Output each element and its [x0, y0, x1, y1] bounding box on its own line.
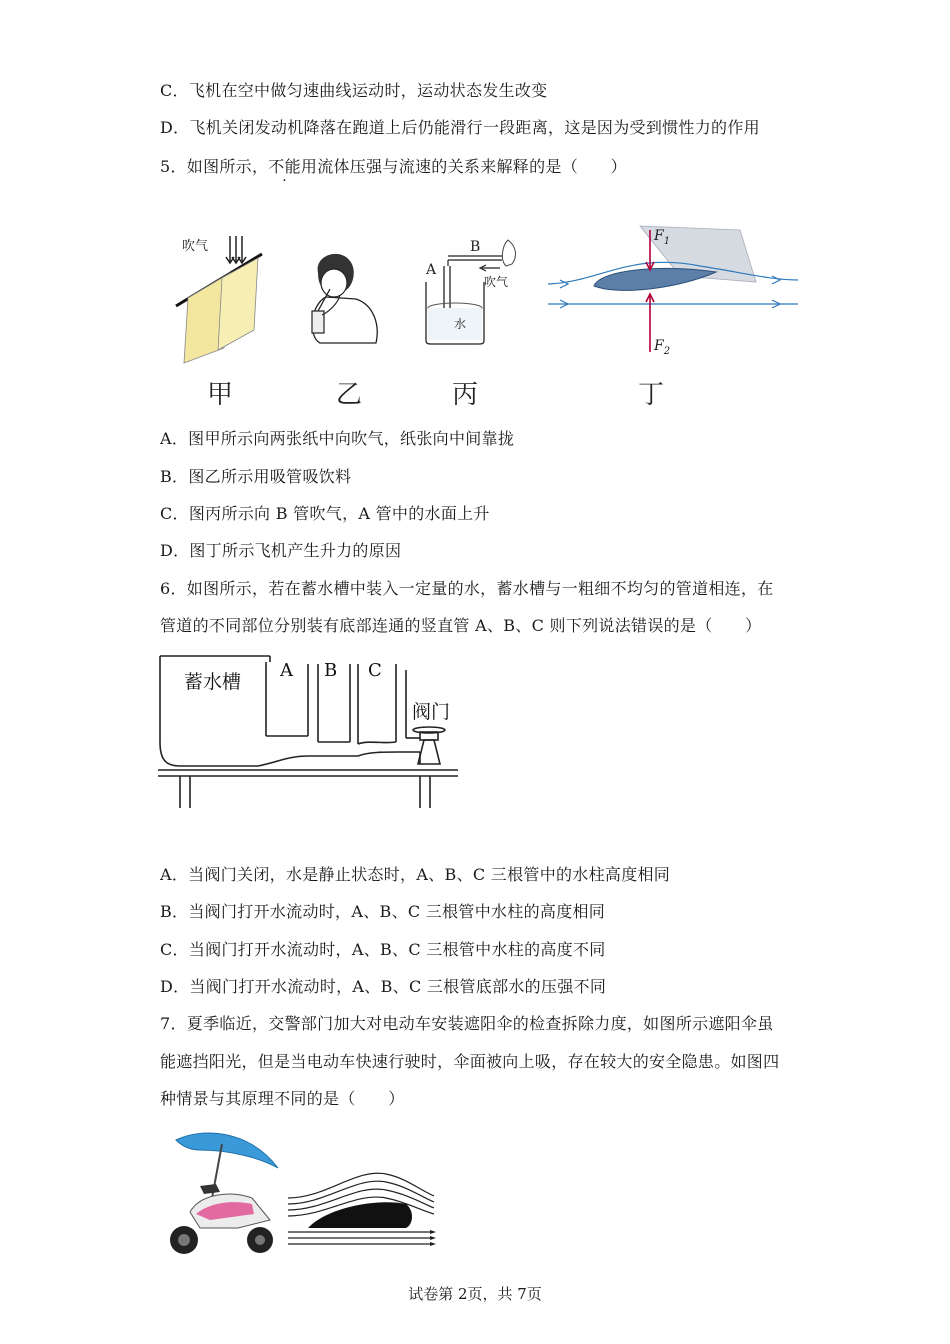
caption-jia: 甲	[207, 380, 234, 410]
airfoil-shape	[308, 1202, 412, 1228]
q5-stem-emphasis: 不能	[268, 157, 301, 176]
q6-stem-line-1: 6．如图所示，若在蓄水槽中装入一定量的水，蓄水槽与一粗细不均匀的管道相连，在	[160, 579, 774, 598]
tube-b-label: B	[470, 239, 481, 255]
q5-option-d: D．图丁所示飞机产生升力的原因	[160, 541, 402, 560]
page-footer: 试卷第 2页，共 7页	[408, 1285, 542, 1303]
pipe-b-label: B	[324, 660, 338, 681]
q7-stem-line-2: 能遮挡阳光，但是当电动车快速行驶时，伞面被向上吸，存在较大的安全隐患。如图四	[160, 1052, 780, 1071]
caption-yi: 乙	[336, 380, 363, 410]
f2-label: F	[654, 338, 664, 354]
q5-blow-label-2: 吹气	[484, 275, 509, 289]
blow-arrows-icon	[226, 236, 246, 263]
q6-option-a: A．当阀门关闭，水是静止状态时，A、B、C 三根管中的水柱高度相同	[160, 865, 671, 884]
q7-figure-airflow	[286, 1168, 436, 1248]
pipe-c-label: C	[368, 660, 382, 681]
f1-sub: 1	[663, 236, 671, 247]
q6-option-d: D．当阀门打开水流动时，A、B、C 三根管底部水的压强不同	[160, 977, 607, 996]
q7-figure-scooter	[160, 1128, 282, 1258]
q5-option-a: A．图甲所示向两张纸中向吹气，纸张向中间靠拢	[160, 429, 515, 448]
umbrella-canopy	[176, 1133, 278, 1168]
q4-option-d: D．飞机关闭发动机降落在跑道上后仍能滑行一段距离，这是因为受到惯性力的作用	[160, 118, 760, 137]
q5-option-c: C．图丙所示向 B 管吹气，A 管中的水面上升	[160, 504, 490, 523]
q7-stem-line-1: 7．夏季临近，交警部门加大对电动车安装遮阳伞的检查拆除力度，如图所示遮阳伞虽	[160, 1014, 774, 1033]
f2-sub: 2	[663, 346, 671, 357]
q5-blow-label: 吹气	[182, 239, 209, 254]
tube-a-label: A	[426, 262, 437, 278]
q5-stem-post: 用流体压强与流速的关系来解释的是（ ）	[300, 157, 627, 176]
valve-label: 阀门	[412, 701, 451, 723]
q4-option-c: C．飞机在空中做匀速曲线运动时，运动状态发生改变	[160, 81, 548, 100]
q5-figure-bing	[420, 236, 520, 346]
caption-bing: 丙	[452, 380, 479, 410]
q6-figure-tank	[158, 652, 463, 812]
q5-figure-jia	[170, 228, 280, 368]
q5-figure-ding	[540, 222, 802, 360]
paper-right	[218, 258, 258, 350]
q5-figure-yi	[300, 245, 385, 345]
water-label: 水	[454, 317, 467, 331]
q6-stem-line-2: 管道的不同部位分别装有底部连通的竖直管 A、B、C 则下列说法错误的是（ ）	[160, 616, 762, 635]
q5-option-b: B．图乙所示用吸管吸饮料	[160, 467, 352, 486]
caption-ding: 丁	[638, 380, 665, 410]
tank-label: 蓄水槽	[184, 671, 242, 693]
svg-text:F2	[653, 338, 670, 357]
q5-stem-pre: 5．如图所示，	[160, 157, 269, 176]
q7-stem-line-3: 种情景与其原理不同的是（ ）	[160, 1089, 405, 1108]
wing	[594, 268, 716, 290]
pipe-a-label: A	[280, 660, 293, 681]
face-profile	[502, 240, 515, 266]
boy-face	[321, 269, 347, 297]
f1-label: F	[654, 228, 664, 244]
q6-option-b: B．当阀门打开水流动时，A、B、C 三根管中水柱的高度相同	[160, 902, 606, 921]
q5-stem	[160, 157, 627, 177]
q6-option-c: C．当阀门打开水流动时，A、B、C 三根管中水柱的高度不同	[160, 940, 606, 959]
